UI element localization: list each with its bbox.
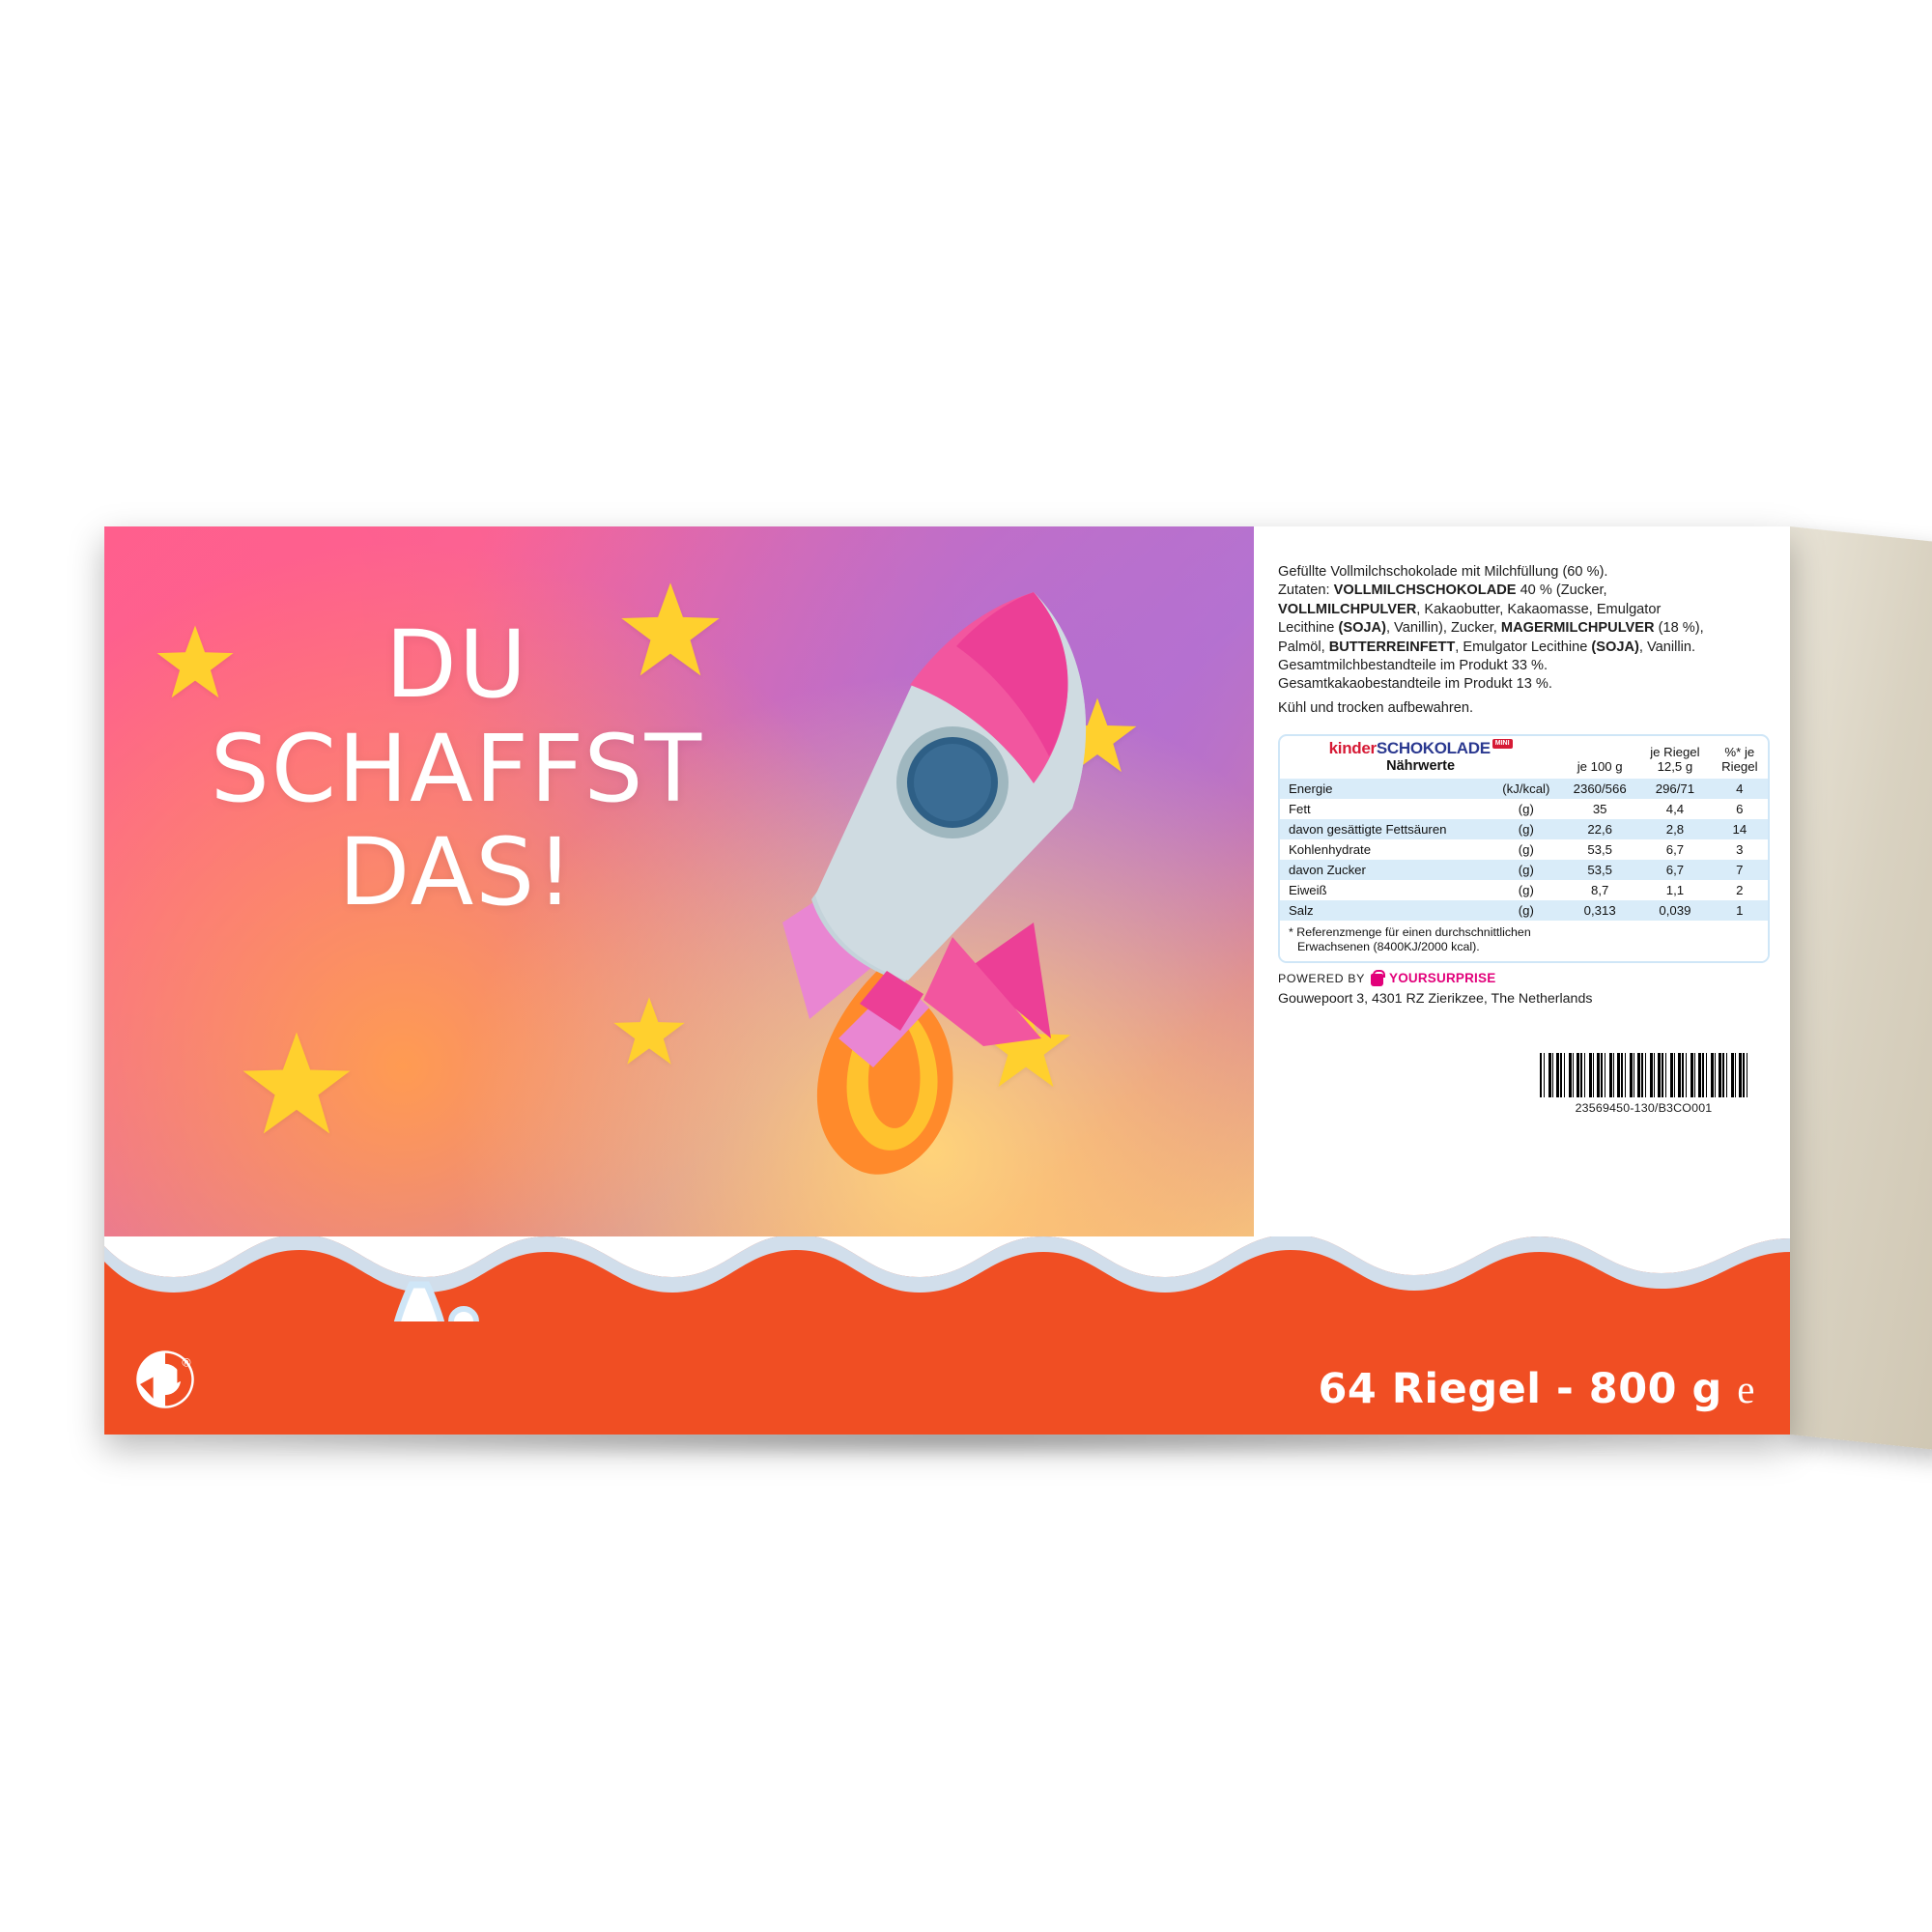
nutrient-per-100g: 2360/566 [1561, 779, 1638, 799]
box-front-face [104, 526, 1790, 1435]
milk-wave [104, 1236, 1790, 1321]
yoursurprise-wordmark: YOURSURPRISE [1389, 971, 1496, 985]
nutrient-per-bar: 6,7 [1665, 842, 1685, 858]
powered-by-label: POWERED BY [1278, 971, 1365, 985]
barcode-number: 23569450-130/B3CO001 [1575, 1101, 1713, 1115]
nutrient-per-bar: 296/71 [1638, 779, 1711, 799]
nutrient-per-100g: 35 [1592, 802, 1607, 817]
footnote-line-2: Erwachsenen (8400KJ/2000 kcal). [1297, 940, 1480, 954]
nutrient-label: davon Zucker [1280, 860, 1491, 880]
col-header-pct-l1: %* je [1724, 744, 1755, 759]
col-header-perbar [1638, 736, 1711, 779]
nutrient-pct-ri: 1 [1712, 900, 1768, 921]
col-header-pct [1712, 736, 1768, 779]
nutrient-unit: (g) [1491, 819, 1561, 839]
nutrition-table-grid [1280, 736, 1768, 921]
powered-by [1278, 971, 1495, 985]
nutrient-per-bar: 6,7 [1638, 860, 1711, 880]
table-row [1280, 880, 1768, 900]
orange-bottom-band [104, 1236, 1790, 1435]
nutrient-label: Eiweiß [1289, 883, 1327, 898]
nutrient-per-bar: 2,8 [1638, 819, 1711, 839]
nutrient-unit: (g) [1491, 900, 1561, 921]
headline-line-2: SCHAFFST [210, 714, 704, 823]
nutrient-unit: (kJ/kcal) [1491, 779, 1561, 799]
nutrient-pct-ri: 6 [1736, 802, 1744, 817]
nutrient-pct-ri: 7 [1712, 860, 1768, 880]
table-header-row [1280, 736, 1768, 779]
yoursurprise-gift-icon [1371, 974, 1383, 986]
col-header-perbar-l1: je Riegel [1650, 744, 1700, 759]
col-header-pct-l2: Riegel [1721, 759, 1758, 775]
nutrient-per-bar: 4,4 [1665, 802, 1685, 817]
nutrient-pct-ri: 4 [1712, 779, 1768, 799]
nutrient-per-100g: 0,313 [1561, 900, 1638, 921]
table-row [1280, 799, 1768, 819]
nutrient-unit: (g) [1491, 860, 1561, 880]
nutrient-label: Fett [1289, 802, 1311, 817]
kinder-logo [1285, 739, 1556, 758]
net-weight-text: 64 Riegel - 800 g [1318, 1365, 1722, 1413]
footnote-line-1: * Referenzmenge für einen durchschnittlichen [1289, 925, 1531, 940]
info-panel [1254, 526, 1790, 1236]
nutrient-unit: (g) [1518, 842, 1534, 858]
ingredients-text: Gefüllte Vollmilchschokolade mit Milchfüllung (60 %). Zutaten: VOLLMILCHSCHOKOLADE 40 % (Zucker, VOLLMILCHPULVER, Kakaobutter, Kakaomasse, Emulgator Lecithine (SOJA), Vanillin), Zucker, MAGERMILCHPULVER (18 %), Palmöl, BUTTERREINFETT, Emulgator Lecithine (SOJA), Vanillin. Gesamtmilchbestandteile im Produkt 33 %. Gesamtkakaobestandteile im Produkt 13 %. [1278, 564, 1704, 693]
barcode-block [1540, 1053, 1747, 1115]
nutrient-pct-ri: 3 [1736, 842, 1744, 858]
page-title [162, 613, 752, 925]
nutrition-table [1278, 734, 1770, 963]
table-row [1280, 779, 1768, 799]
col-header-perbar-l2: 12,5 g [1657, 759, 1693, 775]
headline-line-3: DAS! [338, 818, 576, 927]
mini-tag: MINI [1492, 739, 1513, 749]
nutrient-label: Kohlenhydrate [1289, 842, 1372, 858]
nutrient-per-100g: 22,6 [1561, 819, 1638, 839]
col-header-per100: je 100 g [1577, 759, 1623, 775]
table-row [1280, 819, 1768, 839]
nutrition-footnote [1280, 921, 1768, 961]
barcode-icon [1540, 1053, 1747, 1097]
nutrient-unit: (g) [1518, 883, 1534, 898]
nutrient-pct-ri: 14 [1712, 819, 1768, 839]
nutrient-per-bar: 1,1 [1665, 883, 1685, 898]
estimated-sign: e [1737, 1367, 1755, 1411]
storage-instructions: Kühl und trocken aufbewahren. [1278, 700, 1474, 716]
nutrient-per-bar: 0,039 [1638, 900, 1711, 921]
kinder-wordmark: kinder [1328, 739, 1377, 757]
nutrition-table-body [1280, 779, 1768, 921]
star-icon [611, 995, 687, 1070]
svg-text:®: ® [182, 1355, 191, 1370]
company-address: Gouwepoort 3, 4301 RZ Zierikzee, The Netherlands [1278, 991, 1593, 1007]
box-lid-side-face [1790, 526, 1932, 1451]
chocolate-box [104, 526, 1790, 1435]
schokolade-wordmark: SCHOKOLADE [1376, 739, 1491, 757]
table-row [1280, 860, 1768, 880]
nutrient-per-100g: 8,7 [1591, 883, 1609, 898]
artwork-panel [104, 526, 1254, 1236]
headline-line-1: DU [384, 611, 529, 719]
table-row [1280, 839, 1768, 860]
nutrition-title: Nährwerte [1386, 757, 1456, 774]
star-icon [240, 1029, 354, 1143]
nutrient-label: Energie [1280, 779, 1491, 799]
net-weight [1319, 1365, 1756, 1413]
table-row [1280, 900, 1768, 921]
nutrient-unit: (g) [1518, 802, 1534, 817]
nutrient-per-100g: 53,5 [1561, 860, 1638, 880]
rocket-illustration [694, 584, 1157, 1183]
nutrient-label: davon gesättigte Fettsäuren [1280, 819, 1491, 839]
nutrient-pct-ri: 2 [1736, 883, 1744, 898]
der-gruene-punkt-icon [135, 1350, 195, 1409]
nutrient-per-100g: 53,5 [1587, 842, 1613, 858]
nutrient-label: Salz [1280, 900, 1491, 921]
kinder-brand-cell [1280, 736, 1561, 779]
